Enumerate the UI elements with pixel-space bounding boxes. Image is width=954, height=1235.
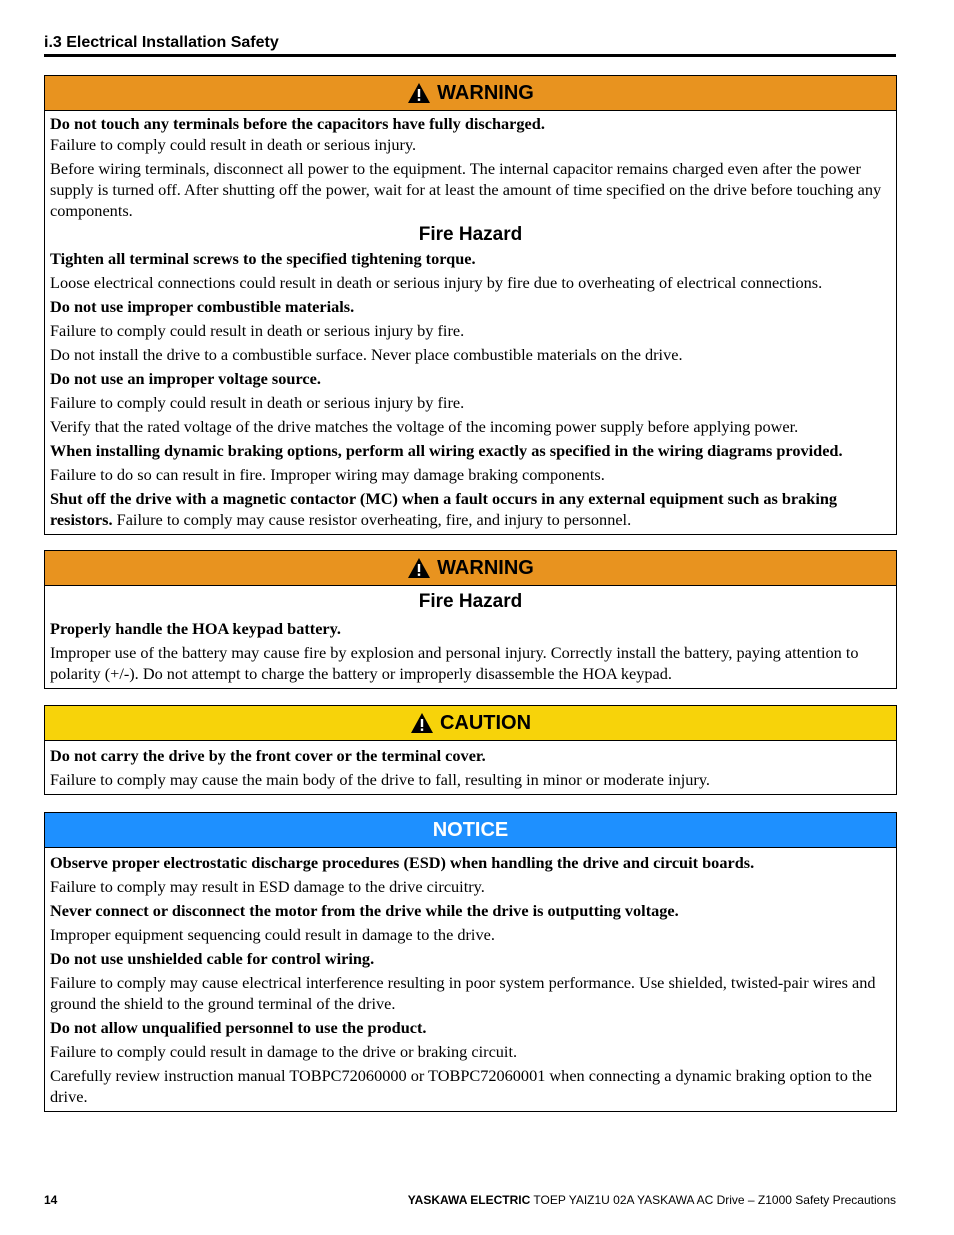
warning-header-2 xyxy=(45,551,896,586)
caution-label: CAUTION xyxy=(439,711,532,734)
hazard-statement: Properly handle the HOA keypad battery. xyxy=(50,619,341,638)
caution-box xyxy=(44,705,897,795)
notice-consequence: Improper equipment sequencing could result in damage to the drive. xyxy=(50,925,495,944)
hazard-instruction: Do not install the drive to a combustible surface. Never place combustible materials on the drive. xyxy=(50,345,683,364)
section-divider xyxy=(44,54,896,57)
hazard-statement: Tighten all terminal screws to the specified tightening torque. xyxy=(50,249,476,268)
notice-statement: Do not use unshielded cable for control wiring. xyxy=(50,949,375,968)
notice-statement: Observe proper electrostatic discharge procedures (ESD) when handling the drive and circuit boards. xyxy=(50,853,755,872)
caution-header xyxy=(45,706,896,741)
document-id: TOEP YAIZ1U 02A YASKAWA AC Drive – Z1000 Safety Precautions xyxy=(530,1193,896,1207)
hazard-consequence: Failure to comply could result in death or serious injury by fire. xyxy=(50,321,465,340)
warning-triangle-icon xyxy=(407,82,431,104)
warning-label: WARNING xyxy=(437,81,534,104)
notice-consequence: Failure to comply may cause electrical interference resulting in poor system performance. Use shielded, twisted-pair wires and ground the shield to the ground terminal of the drive. xyxy=(50,973,876,1013)
hazard-statement: Do not carry the drive by the front cover or the terminal cover. xyxy=(50,746,486,765)
fire-hazard-title: Fire Hazard xyxy=(418,224,523,245)
hazard-consequence: Failure to comply could result in death or serious injury by fire. xyxy=(50,393,465,412)
hazard-statement: Shut off the drive with a magnetic contactor (MC) when a fault occurs in any external equipment such as braking resistors. xyxy=(50,489,838,529)
hazard-statement-combined xyxy=(50,488,891,530)
caution-triangle-icon xyxy=(410,712,434,734)
page-number: 14 xyxy=(44,1193,58,1207)
notice-consequence: Failure to comply could result in damage to the drive or braking circuit. xyxy=(50,1042,518,1061)
warning-triangle-icon xyxy=(407,557,431,579)
notice-instruction: Carefully review instruction manual TOBPC72060000 or TOBPC72060001 when connecting a dynamic braking option to the drive. xyxy=(50,1066,872,1106)
fire-hazard-title: Fire Hazard xyxy=(418,591,523,612)
notice-label: NOTICE xyxy=(432,818,509,841)
hazard-statement: When installing dynamic braking options, perform all wiring exactly as specified in the wiring diagrams provided. xyxy=(50,441,843,460)
brand-name: YASKAWA ELECTRIC xyxy=(407,1193,531,1207)
notice-statement: Do not allow unqualified personnel to use the product. xyxy=(50,1018,427,1037)
hazard-statement: Do not touch any terminals before the capacitors have fully discharged. xyxy=(50,114,545,133)
hazard-statement: Do not use an improper voltage source. xyxy=(50,369,321,388)
hazard-consequence: Improper use of the battery may cause fire by explosion and personal injury. Correctly install the battery, paying attention to polarity (+/-). Do not attempt to charge the battery or improperly disassemble the HOA keypad. xyxy=(50,643,859,683)
section-title: i.3 Electrical Installation Safety xyxy=(44,34,279,51)
notice-consequence: Failure to comply may result in ESD damage to the drive circuitry. xyxy=(50,877,485,896)
hazard-instruction: Verify that the rated voltage of the drive matches the voltage of the incoming power supply before applying power. xyxy=(50,417,799,436)
hazard-instruction: Before wiring terminals, disconnect all power to the equipment. The internal capacitor remains charged even after the power supply is turned off. After shutting off the power, wait for at least the amount of time specified on the drive before touching any components. xyxy=(50,159,882,220)
hazard-consequence: Failure to comply may cause the main body of the drive to fall, resulting in minor or moderate injury. xyxy=(50,770,710,789)
hazard-consequence: Failure to comply could result in death or serious injury. xyxy=(50,135,417,154)
hazard-consequence: Loose electrical connections could result in death or serious injury by fire due to overheating of electrical connections. xyxy=(50,273,823,292)
hazard-consequence: Failure to do so can result in fire. Improper wiring may damage braking components. xyxy=(50,465,605,484)
notice-statement: Never connect or disconnect the motor from the drive while the drive is outputting voltage. xyxy=(50,901,679,920)
warning-box-1 xyxy=(44,75,897,535)
notice-box xyxy=(44,812,897,1112)
warning-box-2 xyxy=(44,550,897,689)
hazard-consequence: Failure to comply may cause resistor overheating, fire, and injury to personnel. xyxy=(112,510,632,529)
notice-header xyxy=(45,813,896,848)
document-footer xyxy=(408,1193,896,1207)
hazard-statement: Do not use improper combustible materials. xyxy=(50,297,355,316)
warning-label: WARNING xyxy=(437,556,534,579)
warning-header-1 xyxy=(45,76,896,111)
